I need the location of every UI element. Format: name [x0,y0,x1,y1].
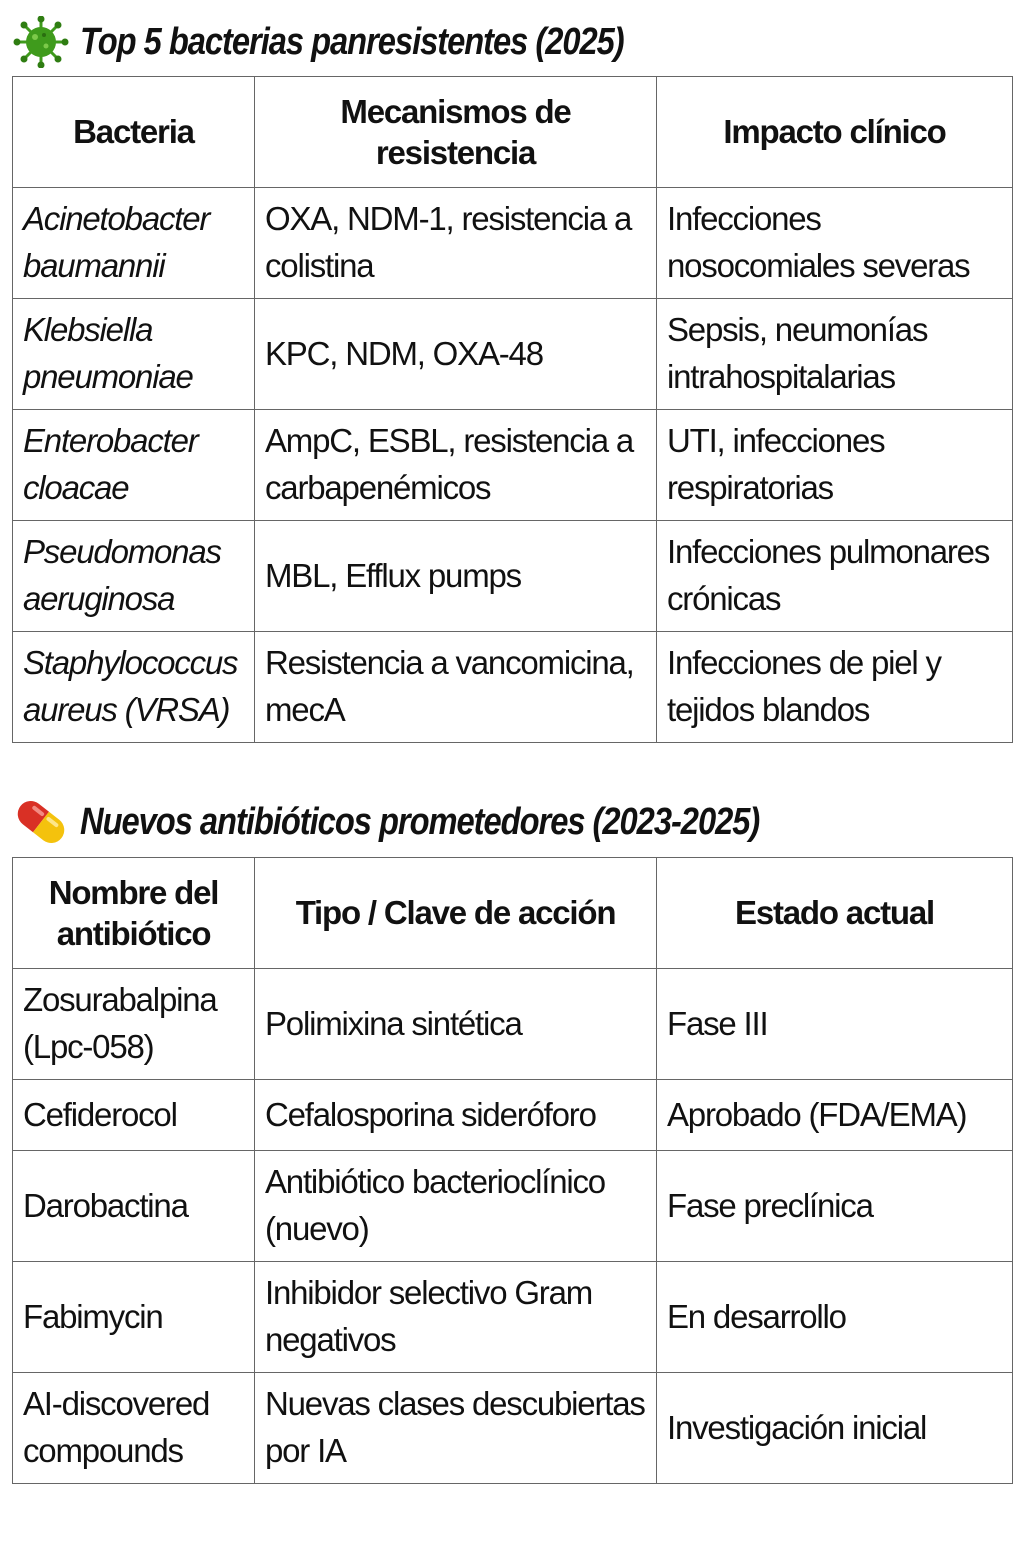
table-row [13,632,1013,743]
column-header-bacteria: Bacteria [13,77,255,188]
table-row [13,299,1013,410]
impact-cell: Sepsis, neumonías intrahospitalarias [657,299,1013,410]
column-header-mechanisms: Mecanismos de resistencia [255,77,657,188]
table-row [13,1151,1013,1262]
antibiotic-name-cell: AI-discovered compounds [13,1373,255,1484]
bacteria-name-cell: Enterobacter cloacae [13,410,255,521]
column-header-type: Tipo / Clave de acción [255,858,657,969]
antibiotic-name-cell: Fabimycin [13,1262,255,1373]
mechanism-cell: OXA, NDM-1, resistencia a colistina [255,188,657,299]
antibiotic-name-cell: Cefiderocol [13,1080,255,1151]
type-cell: Cefalosporina sideróforo [255,1080,657,1151]
status-cell: En desarrollo [657,1262,1013,1373]
mechanism-cell: MBL, Efflux pumps [255,521,657,632]
status-cell: Fase preclínica [657,1151,1013,1262]
table-row [13,410,1013,521]
impact-cell: Infecciones de piel y tejidos blandos [657,632,1013,743]
column-header-antibiotic-name: Nombre del antibiótico [13,858,255,969]
table-row [13,521,1013,632]
mechanism-cell: AmpC, ESBL, resistencia a carbapenémicos [255,410,657,521]
bacteria-name-cell: Staphylococcus aureus (VRSA) [13,632,255,743]
antibiotics-table [12,857,1013,1484]
antibiotics-section-title: Nuevos antibióticos prometedores (2023-2025) [80,800,760,843]
status-cell: Investigación inicial [657,1373,1013,1484]
bacteria-section-heading [12,14,712,70]
table-row [13,1080,1013,1151]
mechanism-cell: KPC, NDM, OXA-48 [255,299,657,410]
bacteria-section-title: Top 5 bacterias panresistentes (2025) [80,20,624,63]
mechanism-cell: Resistencia a vancomicina, mecA [255,632,657,743]
bacteria-name-cell: Klebsiella pneumoniae [13,299,255,410]
table-row [13,969,1013,1080]
type-cell: Nuevas clases descubiertas por IA [255,1373,657,1484]
pill-capsule-icon [12,796,70,848]
table-row [13,1373,1013,1484]
bacteria-name-cell: Pseudomonas aeruginosa [13,521,255,632]
bacteria-name-cell: Acinetobacter baumannii [13,188,255,299]
bacteria-table [12,76,1013,743]
type-cell: Polimixina sintética [255,969,657,1080]
type-cell: Inhibidor selectivo Gram negativos [255,1262,657,1373]
antibiotics-section-heading [12,794,870,850]
table-row [13,188,1013,299]
type-cell: Antibiótico bacterioclínico (nuevo) [255,1151,657,1262]
table-header-row [13,858,1013,969]
column-header-impact: Impacto clínico [657,77,1013,188]
impact-cell: Infecciones pulmonares crónicas [657,521,1013,632]
status-cell: Aprobado (FDA/EMA) [657,1080,1013,1151]
antibiotic-name-cell: Darobactina [13,1151,255,1262]
table-row [13,1262,1013,1373]
status-cell: Fase III [657,969,1013,1080]
impact-cell: Infecciones nosocomiales severas [657,188,1013,299]
column-header-status: Estado actual [657,858,1013,969]
antibiotic-name-cell: Zosurabalpina (Lpc-058) [13,969,255,1080]
virus-icon [12,16,70,68]
impact-cell: UTI, infecciones respiratorias [657,410,1013,521]
table-header-row [13,77,1013,188]
